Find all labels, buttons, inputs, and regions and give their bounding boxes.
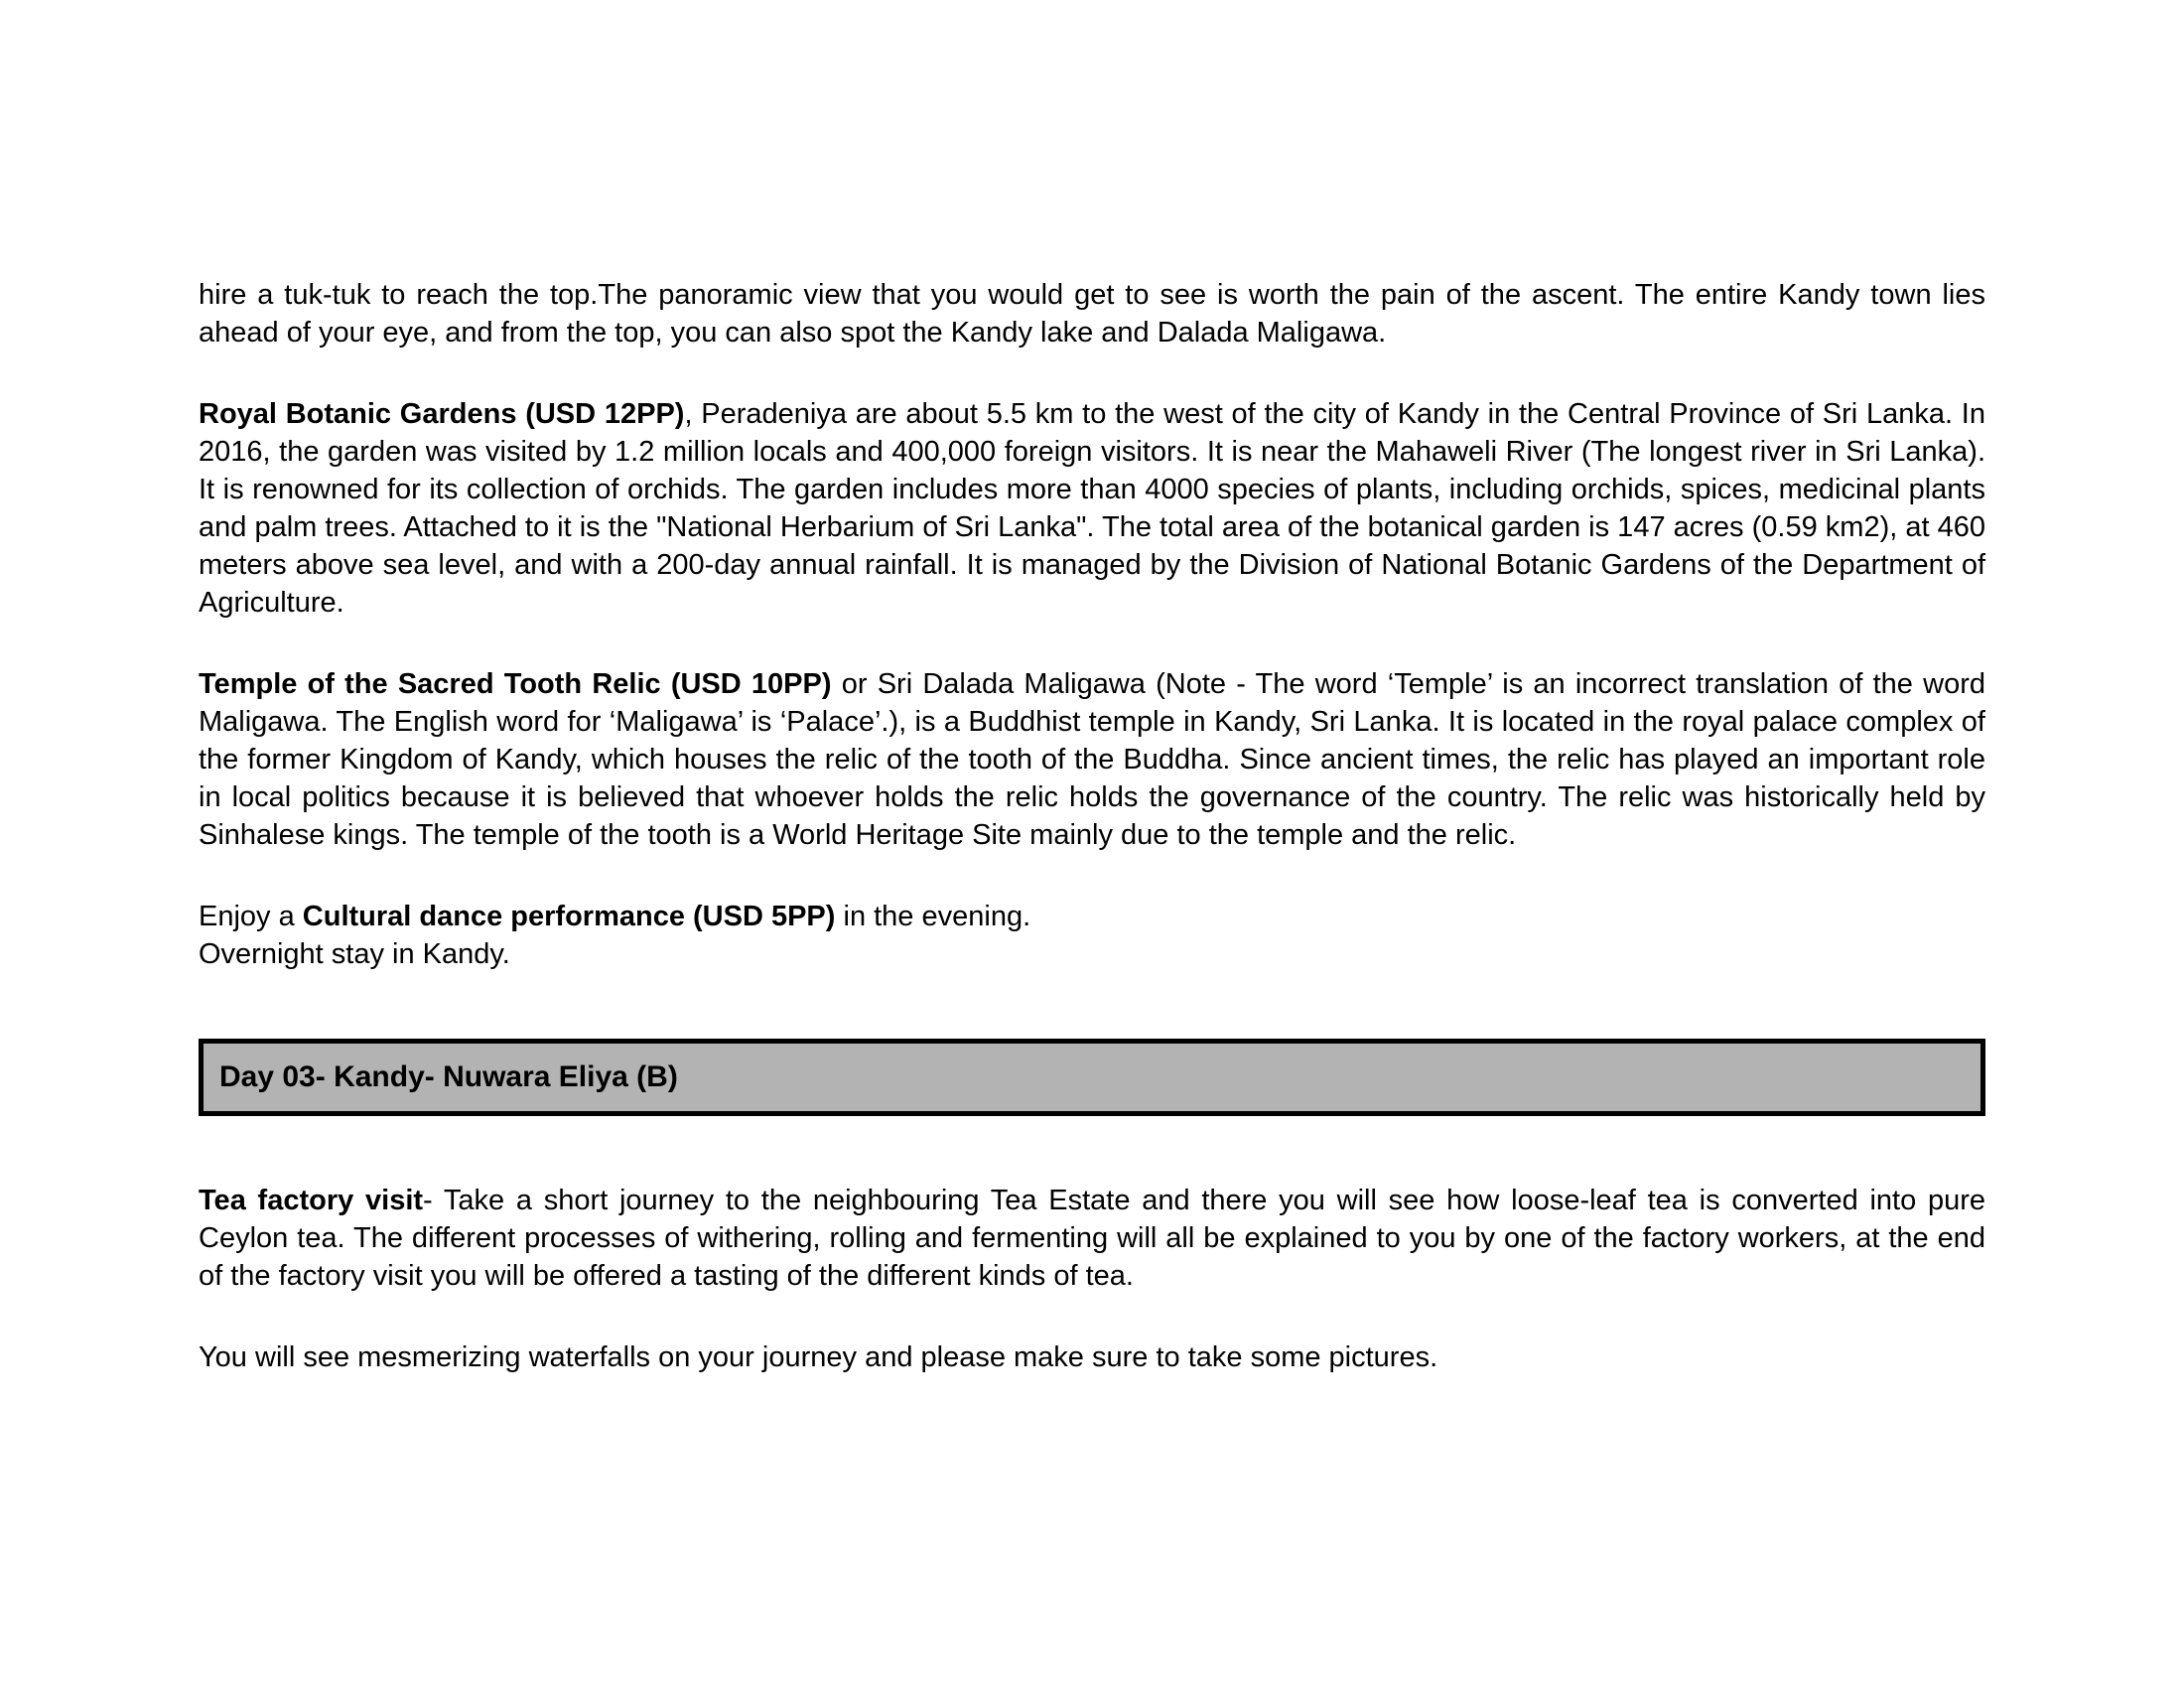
intro-text: hire a tuk-tuk to reach the top.The panoramic view that you would get to see is worth the pain of the ascent. The entire Kandy town lies ahead of your eye, and from the top, you can also spot the Kandy lake and Dalada Maligawa. — [199, 279, 1985, 349]
paragraph-botanic-gardens — [199, 395, 1985, 622]
botanic-gardens-text: , Peradeniya are about 5.5 km to the west of the city of Kandy in the Central Province of Sri Lanka. In 2016, the garden was visited by 1.2 million locals and 400,000 foreign visitors. It is near the Mahaweli River (The longest river in Sri Lanka). It is renowned for its collection of orchids. The garden includes more than 4000 species of plants, including orchids, spices, medicinal plants and palm trees. Attached to it is the "National Herbarium of Sri Lanka". The total area of the botanical garden is 147 acres (0.59 km2), at 460 meters above sea level, and with a 200-day annual rainfall. It is managed by the Division of National Botanic Gardens of the Department of Agriculture. — [199, 398, 1985, 619]
dance-post-text: in the evening. — [835, 901, 1031, 932]
paragraph-tea-factory — [199, 1182, 1985, 1295]
day-header-label: Day 03- Kandy- Nuwara Eliya (B) — [219, 1060, 678, 1093]
paragraph-tooth-relic — [199, 665, 1985, 854]
waterfalls-text: You will see mesmerizing waterfalls on your journey and please make sure to take some pictures. — [199, 1341, 1438, 1373]
day-header-bar — [199, 1039, 1985, 1116]
paragraph-cultural-dance — [199, 898, 1985, 935]
tea-factory-text: - Take a short journey to the neighbouring Tea Estate and there you will see how loose-leaf tea is converted into pure Ceylon tea. The different processes of withering, rolling and fermenting will all be explained to you by one of the factory workers, at the end of the factory visit you will be offered a tasting of the different kinds of tea. — [199, 1185, 1985, 1292]
document-content — [199, 0, 1985, 1376]
paragraph-intro — [199, 276, 1985, 352]
dance-pre-text: Enjoy a — [199, 901, 303, 932]
paragraph-waterfalls — [199, 1338, 1985, 1376]
tooth-relic-text: or Sri Dalada Maligawa (Note - The word ‘Temple’ is an incorrect translation of the word Maligawa. The English word for ‘Maligawa’ is ‘Palace’.), is a Buddhist temple in Kandy, Sri Lanka. It is located in the royal palace complex of the former Kingdom of Kandy, which houses the relic of the tooth of the Buddha. Since ancient times, the relic has played an important role in local politics because it is believed that whoever holds the relic holds the governance of the country. The relic was historically held by Sinhalese kings. The temple of the tooth is a World Heritage Site mainly due to the temple and the relic. — [199, 668, 1985, 851]
paragraph-overnight — [199, 935, 1985, 973]
tooth-relic-title: Temple of the Sacred Tooth Relic (USD 10PP) — [199, 668, 832, 700]
dance-title: Cultural dance performance (USD 5PP) — [302, 901, 836, 932]
botanic-gardens-title: Royal Botanic Gardens (USD 12PP) — [199, 398, 685, 430]
overnight-text: Overnight stay in Kandy. — [199, 938, 510, 970]
tea-factory-title: Tea factory visit — [199, 1185, 424, 1216]
